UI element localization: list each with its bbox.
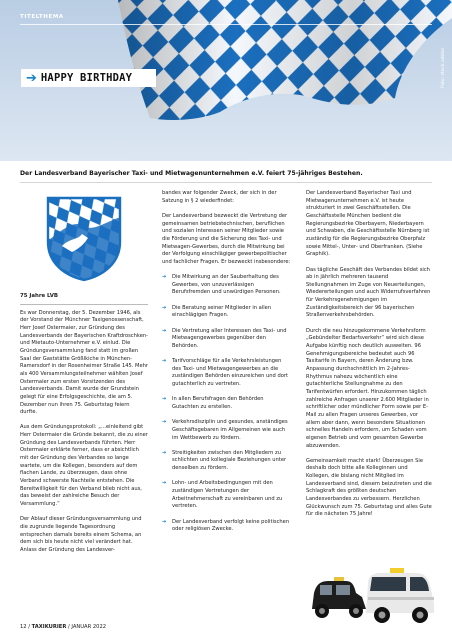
page-footer: 12 / TAXIKURIER / JANUAR 2022 [20, 624, 107, 630]
paragraph: Der Landesverband Bayerischer Taxi und Mietwagenunternehmen e.V. ist heute strukturiert in zwei Geschäftsstellen. Die Geschäftsstelle München bedient die Regierungsbezirke Oberbayern, Niederbayern und Schwaben, die Geschäftsstelle Nürnberg ist zuständig für die Regierungsbezirke Oberpfalz sowie Mittel-, Unter- und Oberfranken. (Siehe Graphik). [306, 190, 430, 258]
column-3 [306, 190, 432, 527]
purpose-list [162, 274, 292, 534]
headline-title: HAPPY BIRTHDAY [40, 72, 133, 84]
list-item: ➔ In allen Berufsfragen den Behörden Gutachten zu erstellen. [162, 396, 264, 410]
arrow-right-icon: ➔ [162, 480, 167, 487]
section-divider [20, 24, 432, 25]
paragraph: Der Landesverband bezweckt die Vertretung der gemeinsamen betriebstechnischen, beruflichen und sozialen Interessen seiner Mitglieder sowie die Förderung und die Sicherung des Taxi- und Mietwagen-Gewerbes, durch die Mitwirkung bei der Verfolgung einschlägiger gewerbepolitischer und fachlicher Fragen. Er bezweckt insbesondere: [162, 212, 291, 265]
arrow-right-icon: ➔ [162, 358, 167, 365]
photo-credit: Foto: stock.adobe [441, 48, 446, 89]
list-item: ➔ Verkehrsdisziplin und gesundes, anständiges Geschäftsgebaren im Allgemeinen wie auch im Wettbewerb zu fördern. [162, 419, 288, 441]
modern-taxi-van-icon [366, 568, 434, 623]
column-1 [20, 190, 148, 562]
arrow-right-icon: ➔ [162, 274, 167, 281]
paragraph: Gemeinsamkeit macht stark! Überzeugen Sie deshalb doch bitte alle Kolleginnen und Kollegen, die bislang nicht Mitglied im Landesverband sind, diesem beizutreten und die Schlagkraft des größten deutschen Landesverbandes zu verbessern. Herzlichen Glückwunsch zum 75. Geburtstag und alles Gute für die nächsten 75 Jahre! [306, 457, 432, 518]
list-item: ➔ Lohn- und Arbeitsbedingungen mit den zuständigen Vertretungen der Arbeitnehmerschaft zu vereinbaren und zu vertreten. [162, 480, 283, 510]
arrow-right-icon: ➔ [162, 518, 167, 525]
list-item: ➔ Tarifvorschläge für alle Verkehrsleistungen des Taxi- und Mietwagengewerbes an die zuständigen Behörden einzureichen und dort gutachterlich zu vertreten. [162, 358, 288, 388]
list-item: ➔ Die Beratung seiner Mitglieder in allen einschlägigen Fragen. [162, 304, 272, 319]
arrow-right-icon: ➔ [162, 449, 167, 456]
paragraph: Durch die neu hinzugekommene Verkehrsform „Gebündelter Bedarfsverkehr“ wird sich diese Aufgabe künftig noch deutlich ausweiten. 96 Genehmigungsbereiche bedeutet auch 96 Taxitarife in Bayern, deren Änderung bzw. Anpassung durchschnittlich im 2-Jahres-Rhythmus nahezu wöchentlich eine gutachterliche Stellungnahme zu den Tarifentwürfen erfordert. Hinzukommen täglich zahlreiche Anfragen unserer 2.600 Mitglieder in schriftlicher oder mündlicher Form sowie per E-Mail zu allen Fragen unseres Gewerbes, vor allem aber dann, wenn besondere Situationen schnelles Handeln erfordern, um Schaden vom eigenen Betrieb und vom gesamten Gewerbe abzuwenden. [306, 327, 429, 449]
bavarian-shield-icon [44, 194, 124, 282]
cars-graphic [306, 563, 436, 627]
headline-banner [21, 69, 156, 87]
paragraph: Der Ablauf dieser Gründungsversammlung und die zugrunde liegende Tagesordnung entsprechen damals bereits einem Schema, an dem sich bis heute nicht viel verändert hat. Anlass der Gründung des Landesver- [20, 516, 142, 553]
list-item: ➔ Der Landesverband verfolgt keine politischen oder religiösen Zwecke. [162, 518, 290, 533]
arrow-right-icon: ➔ [162, 304, 167, 311]
arrow-right-icon: ➔ [26, 70, 37, 86]
column-1-title: 75 Jahre LVB [20, 293, 148, 305]
list-item: ➔ Die Vertretung aller Interessen des Taxi- und Mietwagengewerbes gegenüber den Behörden. [162, 327, 287, 349]
taxi-cars-image [306, 563, 436, 627]
column-2 [162, 190, 292, 542]
page-number: 12 [20, 624, 27, 630]
paragraph: bandes war folgender Zweck, der sich in der Satzung in § 2 wiederfindet: [162, 190, 277, 204]
vintage-car-icon [312, 577, 366, 618]
arrow-right-icon: ➔ [162, 419, 167, 426]
lead-divider [20, 182, 432, 183]
arrow-right-icon: ➔ [162, 327, 167, 334]
arrow-right-icon: ➔ [162, 396, 167, 403]
list-item: ➔ Streitigkeiten zwischen den Mitgliedern zu schlichten und kollegiale Beziehungen unter denselben zu fördern. [162, 449, 287, 472]
paragraph: Es war Donnerstag, der 5. Dezember 1946, als der Vorstand der Münchner Taxigenossenschaft, Herr Josef Ostermaier, zur Gründung des Landesverbands der Bayerischen Kraftdroschken- und Mietauto-Unternehmer e.V. einlud. Die Gründungsversammlung fand statt im großen Saal der Gaststätte Größlkiche in München-Ramersdorf in der Rosenheimer Straße 145. Mehr als 400 Versammlungsteilnehmer wählten Josef Ostermaier zum ersten Vorsitzenden des Landesverbands. Damit wurde der Grundstein gelegt für eine Erfolgsgeschichte, die am 5. Dezember nun ihren 75. Geburtstag feiern durfte. [20, 309, 149, 416]
paragraph: Aus dem Gründungsprotokoll: „…einleitend gibt Herr Ostermaier die Gründe bekannt, die zu einer Gründung des Landesverbands führten. Herr Ostermaier erklärte ferner, dass er absichtlich mit der Gründung des Verbandes so lange wartete, um die Kollegen, besonders auf dem flachen Lande, zu überzeugen, dass ohne Verband schwerste Nachteile entstehen. Die Bereitwilligkeit für den Verband blieb nicht aus, das beweist der zahlreiche Besuch der Versammlung.“ [20, 424, 148, 507]
magazine-name: TAXIKURIER [31, 624, 67, 630]
list-item: ➔ Die Mitwirkung an der Sauberhaltung des Gewerbes, von unzuverlässigen Berufsfremden und unwürdigen Personen. [162, 274, 281, 296]
paragraph: Das tägliche Geschäft des Verbandes bildet sich ab in jährlich mehreren tausend Stellungnahmen im Zuge von Neuerteilungen, Wiedererteilungen und auch Widerrufsverfahren für Verkehrsgenehmigungen im Zuständigkeitsbereich der 96 bayerischen Straßenverkehrsbehörden. [306, 266, 431, 319]
issue-date: JANUAR 2022 [71, 624, 107, 630]
section-label: TITELTHEMA [20, 14, 64, 20]
lvb-logo [20, 190, 148, 286]
lead-text: Der Landesverband Bayerischer Taxi- und Mietwagenunternehmen e.V. feiert 75-jähriges Bestehen. [20, 170, 363, 177]
